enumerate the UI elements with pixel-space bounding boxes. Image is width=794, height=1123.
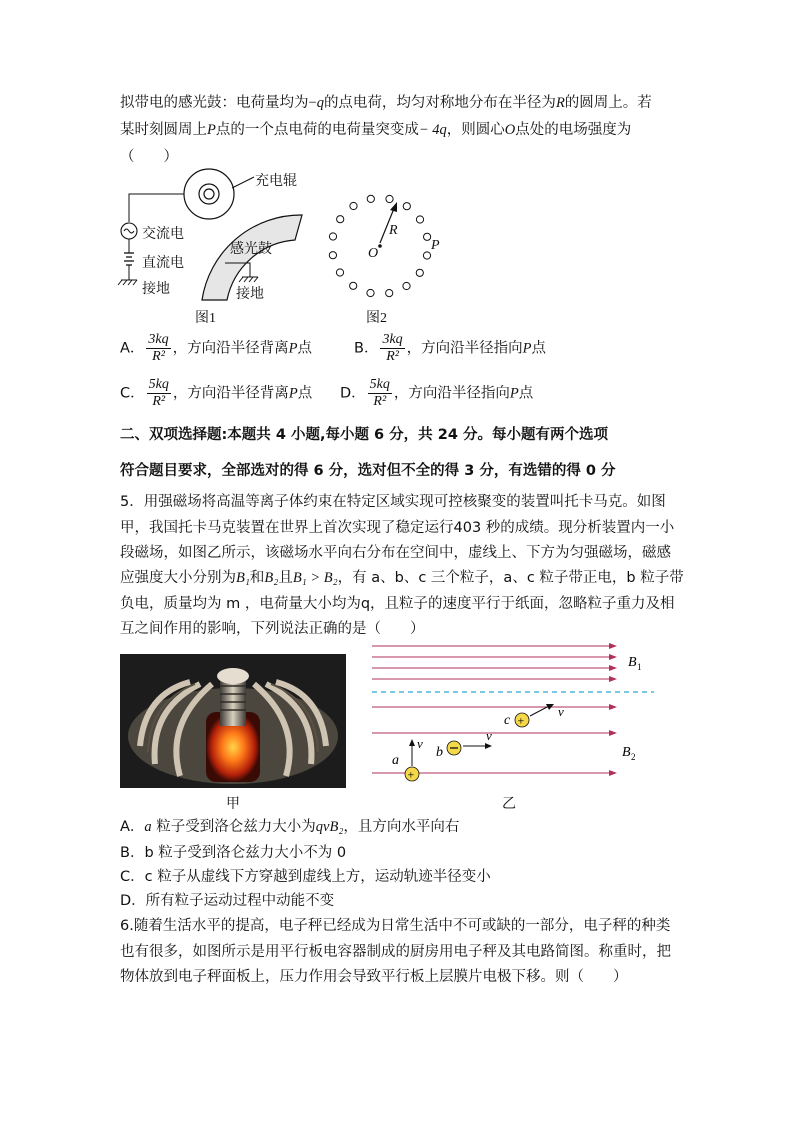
- option-label: C．: [120, 385, 145, 402]
- svg-text:+: +: [407, 767, 415, 782]
- point-charge: [403, 203, 410, 210]
- q5-line-2: 甲，我国托卡马克装置在世界上首次实现了稳定运行403 秒的成绩。现分析装置内一小: [120, 520, 675, 536]
- point-charge: [403, 282, 410, 289]
- arrow-a: [409, 739, 415, 746]
- q5-text: 应强度大小分别为: [120, 570, 236, 586]
- option-text: 粒子受到洛仑兹力大小为: [151, 819, 316, 835]
- label-v-a: v: [417, 736, 423, 751]
- point-charge: [367, 289, 374, 296]
- q5-line-5: 负电，质量均为 m ，电荷量大小均为q，且粒子的速度平行于纸面，忽略粒子重力及相: [120, 596, 675, 612]
- denominator: R²: [152, 349, 165, 364]
- q4-text: 某时刻圆周上: [120, 122, 207, 138]
- point-charge: [329, 252, 336, 259]
- fraction: [147, 377, 171, 410]
- denominator: R²: [373, 394, 387, 409]
- charge-ring: [329, 195, 430, 296]
- field-arrowhead: [609, 665, 617, 671]
- q5-text: ，有 a、b、c 三个粒子，a、c 粒子带正电，b 粒子带: [337, 570, 684, 586]
- section-2-heading-1: 二、双项选择题:本题共 4 小题,每小题 6 分，共 24 分。每小题有两个选项: [120, 427, 608, 443]
- q5-text: 且: [278, 570, 293, 586]
- q5-option-d[interactable]: D．所有粒子运动过程中动能不变: [120, 893, 335, 909]
- circuit-wire: [129, 194, 184, 222]
- q4-R: R: [555, 95, 565, 111]
- q5-line-1: 5．用强磁场将高温等离子体约束在特定区域实现可控核聚变的装置叫托卡马克。如图: [120, 494, 666, 510]
- point-charge: [423, 252, 430, 259]
- point-charge: [416, 216, 423, 223]
- q5-B1: B₁: [236, 570, 250, 586]
- option-a-var: a: [144, 819, 152, 835]
- q4-minus-4q: − 4q: [418, 122, 447, 138]
- option-label: D．: [340, 385, 366, 402]
- field-lines: [372, 643, 617, 776]
- option-text: ，且方向水平向右: [343, 819, 460, 835]
- fraction: [146, 332, 170, 365]
- label-B1-sub: 1: [637, 662, 642, 672]
- fraction: [380, 332, 404, 365]
- point-charge: [350, 282, 357, 289]
- option-d[interactable]: [340, 377, 533, 410]
- label-B2: B: [622, 745, 631, 760]
- label-dc: 直流电: [142, 256, 184, 271]
- point-charge: [329, 233, 336, 240]
- option-formula: qvB₂: [315, 819, 344, 835]
- q5-B2: B₂: [264, 570, 279, 586]
- field-arrowhead: [609, 643, 617, 649]
- option-P: P: [288, 385, 298, 402]
- q5-option-c[interactable]: C．c 粒子从虚线下方穿越到虚线上方，运动轨迹半径变小: [120, 869, 491, 885]
- label-B1: B: [628, 655, 637, 670]
- label-ac: 交流电: [142, 227, 184, 242]
- section-2-heading-2: 符合题目要求，全部选对的得 6 分，选对但不全的得 3 分，有选错的得 0 分: [120, 463, 616, 479]
- option-label: A．: [120, 819, 145, 835]
- numerator: 3kq: [382, 332, 403, 347]
- fraction: [368, 377, 392, 410]
- point-charge: [350, 202, 357, 209]
- q5-text: 和: [249, 570, 265, 586]
- q4-P: P: [207, 122, 216, 138]
- option-c[interactable]: [120, 377, 312, 410]
- figure-2-caption: 图2: [366, 311, 387, 326]
- q4-minus: −: [308, 95, 317, 111]
- option-end: 点: [531, 340, 547, 357]
- q5-option-b[interactable]: B．b 粒子受到洛仑兹力大小不为 0: [120, 845, 347, 861]
- option-b[interactable]: [354, 332, 546, 365]
- q5-line-3: 段磁场，如图乙所示，该磁场水平向右分布在空间中，虚线上、下方为匀强磁场，磁感: [120, 545, 671, 561]
- q6-line-2: 也有很多，如图所示是用平行板电容器制成的厨房用电子秤及其电路简图。称重时，把: [120, 944, 671, 960]
- point-charge: [336, 269, 343, 276]
- label-B2-sub: 2: [631, 752, 636, 762]
- denominator: R²: [152, 394, 166, 409]
- option-a[interactable]: [120, 332, 312, 365]
- option-end: 点: [518, 385, 534, 402]
- arrow-b: [485, 743, 492, 749]
- point-charge: [386, 195, 393, 202]
- roller-core: [204, 189, 214, 199]
- numerator: 5kq: [148, 377, 169, 392]
- q4-text: 的点电荷，均匀对称地分布在半径为: [323, 95, 556, 111]
- label-R: R: [389, 223, 398, 238]
- label-ground-1: 接地: [142, 282, 170, 297]
- label-roller: 充电辊: [255, 174, 297, 189]
- numerator: 3kq: [148, 332, 169, 347]
- center-point: [378, 244, 382, 248]
- field-arrowhead: [609, 654, 617, 660]
- label-P: P: [431, 238, 440, 253]
- q6-line-3: 物体放到电子秤面板上，压力作用会导致平行板上层膜片电极下移。则（ ）: [120, 969, 628, 985]
- q4-text: 拟带电的感光鼓：电荷量均为: [120, 95, 309, 111]
- point-charge: [367, 195, 374, 202]
- figure-jia-caption: 甲: [226, 797, 240, 812]
- label-b: b: [436, 745, 443, 760]
- q4-text: 的圆周上。若: [564, 95, 652, 111]
- q4-q: q: [316, 95, 324, 111]
- point-charge: [337, 216, 344, 223]
- roller-inner: [199, 184, 219, 204]
- field-arrowhead: [609, 730, 617, 736]
- radius-arrowhead: [390, 202, 397, 212]
- option-P: P: [509, 385, 519, 402]
- roller-leader: [232, 177, 254, 188]
- magnetic-field-diagram: [372, 642, 662, 792]
- point-charge: [386, 290, 393, 297]
- figure-2-charge-ring: [320, 190, 440, 305]
- option-end: 点: [297, 340, 312, 357]
- option-text: ，方向沿半径背离: [172, 385, 289, 402]
- roller-outer: [184, 169, 234, 219]
- field-arrowhead: [609, 676, 617, 682]
- q4-blank: （ ）: [120, 149, 178, 165]
- denominator: R²: [386, 349, 399, 364]
- label-v-b: v: [486, 728, 492, 743]
- option-text: ，方向沿半径背离: [172, 340, 289, 357]
- q4-text: 点处的电场强度为: [515, 122, 632, 138]
- q4-line-2: [120, 120, 631, 140]
- q4-line-1: [120, 93, 652, 113]
- option-label: A．: [120, 340, 145, 357]
- figure-yi-caption: 乙: [502, 797, 516, 812]
- point-charge: [416, 269, 423, 276]
- label-a: a: [392, 753, 399, 768]
- label-O: O: [368, 246, 379, 261]
- q4-text: ，则圆心: [446, 122, 505, 138]
- q4-O: O: [504, 122, 516, 138]
- option-text: ，方向沿半径指向: [406, 340, 523, 357]
- figure-1-caption: 图1: [195, 311, 216, 326]
- option-P: P: [522, 340, 532, 357]
- option-label: B．: [354, 340, 379, 357]
- label-v-c: v: [558, 704, 564, 719]
- option-text: ，方向沿半径指向: [393, 385, 510, 402]
- point-charge: [424, 233, 431, 240]
- svg-text:+: +: [517, 713, 525, 728]
- q5-option-a[interactable]: [120, 817, 459, 837]
- label-ground-2: 接地: [236, 287, 264, 302]
- option-P: P: [288, 340, 298, 357]
- option-end: 点: [297, 385, 313, 402]
- numerator: 5kq: [369, 377, 390, 392]
- q4-text: 点的一个点电荷的电荷量突变成: [215, 122, 419, 138]
- label-drum: 感光鼓: [230, 242, 272, 257]
- q5-relation: B₁ > B₂: [292, 570, 338, 586]
- tokamak-photo: [120, 654, 346, 788]
- field-arrowhead: [609, 704, 617, 710]
- field-arrowhead: [609, 770, 617, 776]
- q5-line-4: [120, 568, 684, 588]
- label-c: c: [504, 713, 511, 728]
- q5-line-6: 互之间作用的影响，下列说法正确的是（ ）: [120, 621, 425, 637]
- q6-line-1: 6.随着生活水平的提高，电子秤已经成为日常生活中不可或缺的一部分，电子秤的种类: [120, 918, 671, 934]
